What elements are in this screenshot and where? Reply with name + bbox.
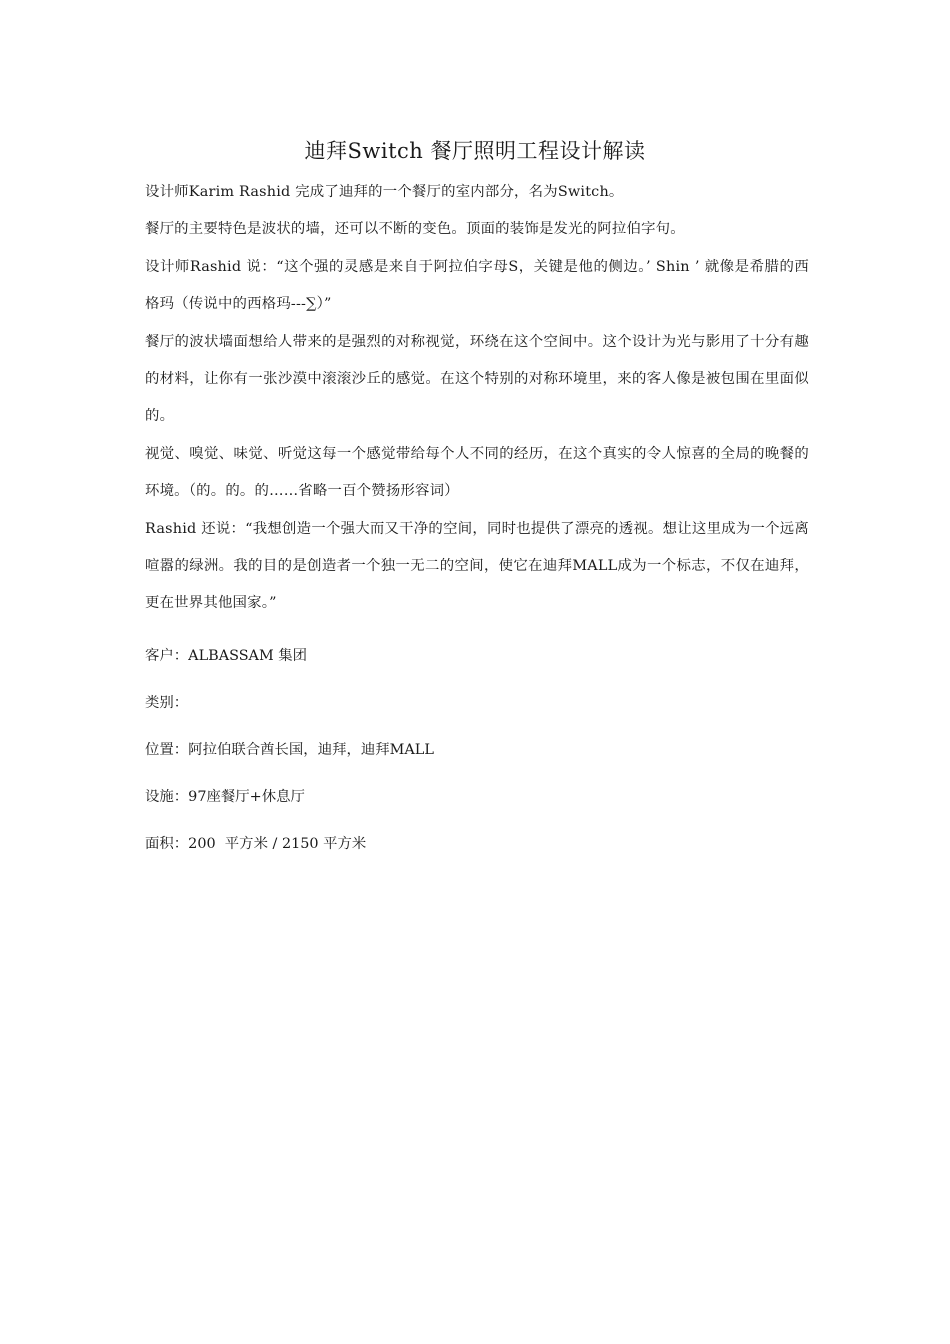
project-info (145, 640, 809, 875)
document-title: 迪拜Switch 餐厅照明工程设计解读 (304, 139, 646, 163)
article-body (145, 174, 809, 623)
meta-location: 位置：阿拉伯联合酋长国，迪拜，迪拜MALL (145, 742, 434, 758)
meta-category: 类别： (145, 695, 189, 711)
paragraph-quote-vision: Rashid 还说：“我想创造一个强大而又干净的空间，同时也提供了漂亮的透视。想让这里成为一个远离喧嚣的绿洲。我的目的是创造者一个独一无二的空间，使它在迪拜MALL成为一个标志，不仅在迪拜，更在世界其他国家。” (145, 520, 809, 612)
meta-client: 客户：ALBASSAM 集团 (145, 648, 308, 664)
paragraph-senses: 视觉、嗅觉、味觉、听觉这每一个感觉带给每个人不同的经历，在这个真实的令人惊喜的全局的晚餐的环境。（的。的。的……省略一百个赞扬形容词） (145, 445, 809, 500)
paragraph-wall-design: 餐厅的波状墙面想给人带来的是强烈的对称视觉，环绕在这个空间中。这个设计为光与影用了十分有趣的材料，让你有一张沙漠中滚滚沙丘的感觉。在这个特别的对称环境里，来的客人像是被包围在里面似的。 (145, 333, 809, 425)
paragraph-intro: 设计师Karim Rashid 完成了迪拜的一个餐厅的室内部分，名为Switch。 (145, 184, 624, 200)
meta-facilities: 设施：97座餐厅+休息厅 (145, 789, 305, 805)
meta-area: 面积：200 平方米 / 2150 平方米 (145, 836, 367, 852)
paragraph-features: 餐厅的主要特色是波状的墙，还可以不断的变色。顶面的装饰是发光的阿拉伯字句。 (145, 221, 685, 238)
paragraph-quote-inspiration: 设计师Rashid 说：“这个强的灵感是来自于阿拉伯字母S，关键是他的侧边。’ Shin ’ 就像是希腊的西格玛（传说中的西格玛---∑）” (145, 258, 809, 313)
